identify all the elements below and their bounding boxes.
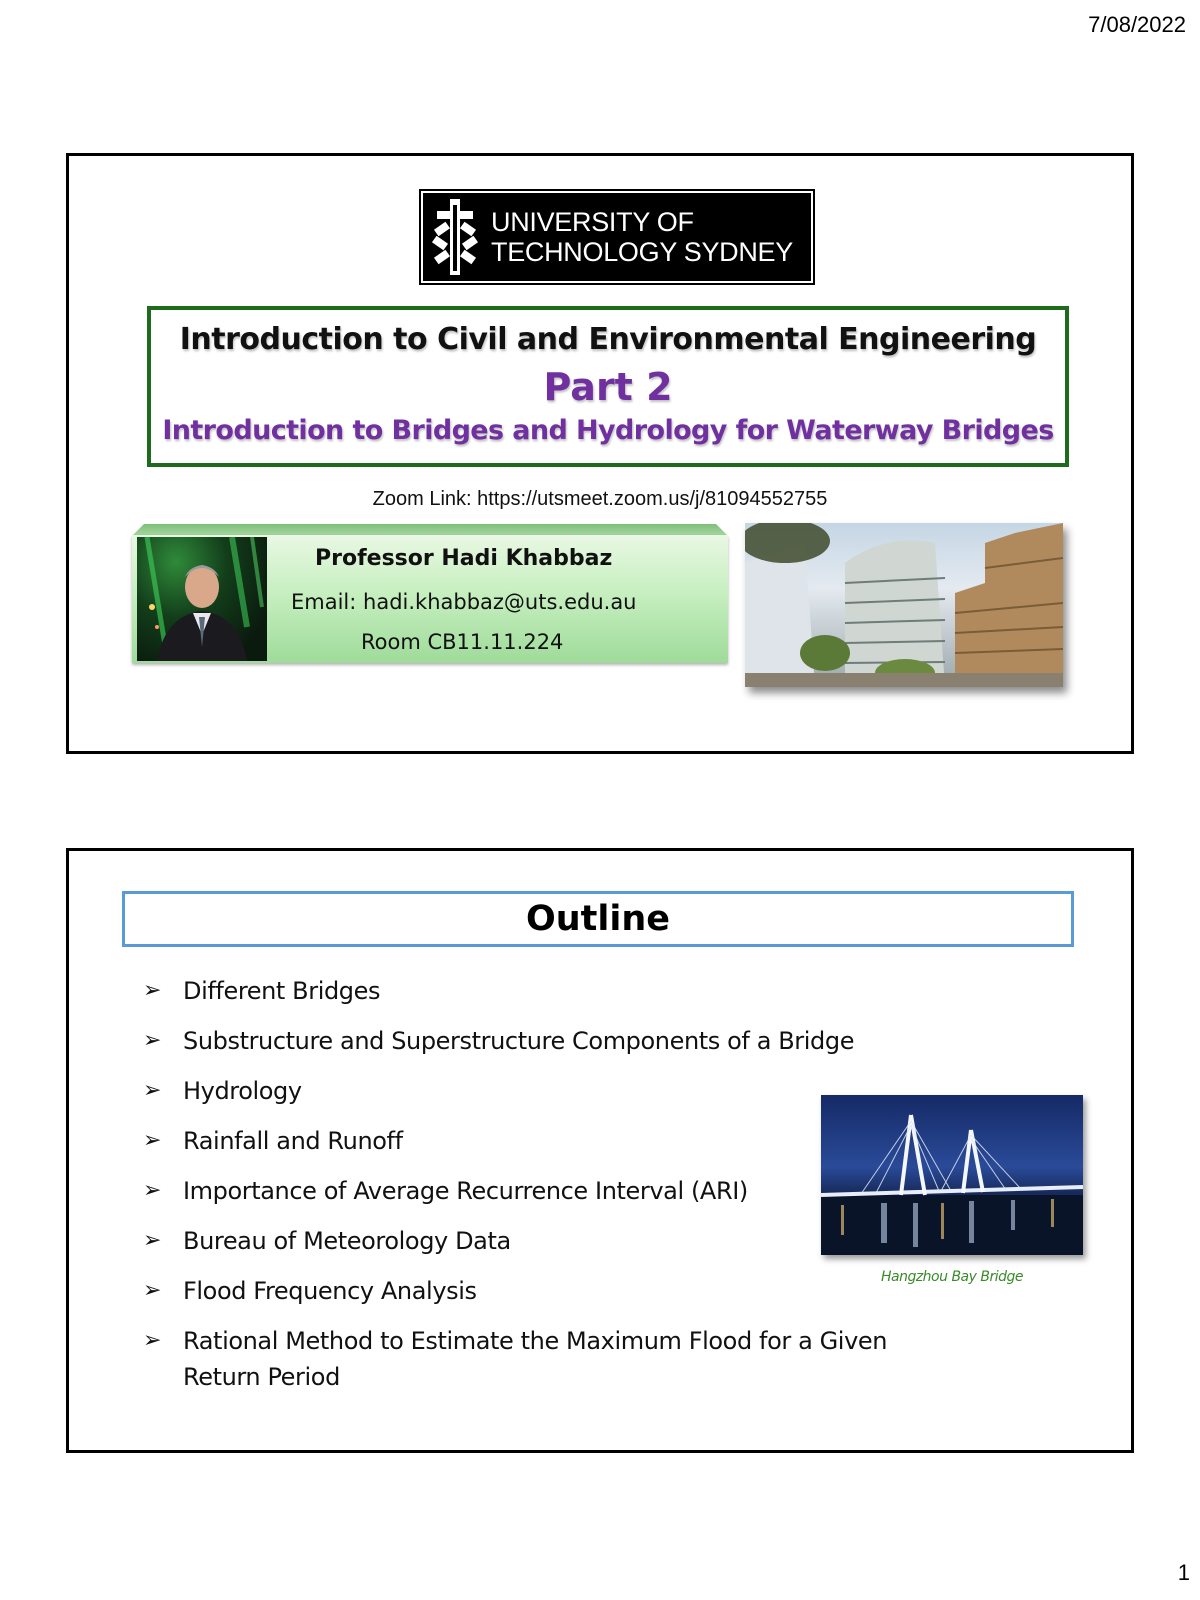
uts-logo [421, 191, 813, 283]
outline-item [143, 1123, 903, 1159]
arrow-bullet-icon: ➢ [143, 1328, 162, 1353]
outline-item-text: Substructure and Superstructure Components of a Bridge [183, 1027, 855, 1055]
outline-slide [66, 848, 1134, 1453]
outline-item-text: Hydrology [183, 1077, 302, 1105]
arrow-bullet-icon: ➢ [143, 1028, 162, 1053]
arrow-bullet-icon: ➢ [143, 1278, 162, 1303]
outline-list [143, 973, 903, 1409]
outline-item [143, 1073, 903, 1109]
outline-item [143, 973, 903, 1009]
title-slide [66, 153, 1134, 754]
outline-item [143, 1173, 903, 1209]
outline-item [143, 1223, 903, 1259]
uts-crest-icon [429, 197, 481, 277]
logo-line-1: UNIVERSITY OF [491, 207, 694, 237]
part-title: Part 2 [543, 365, 673, 409]
logo-line-2: TECHNOLOGY SYDNEY [491, 237, 793, 267]
course-title: Introduction to Civil and Environmental Engineering [179, 322, 1037, 357]
lecture-subtitle: Introduction to Bridges and Hydrology for Waterway Bridges [162, 415, 1054, 446]
title-box [147, 306, 1069, 467]
arrow-bullet-icon: ➢ [143, 1078, 162, 1103]
arrow-bullet-icon: ➢ [143, 1178, 162, 1203]
bridge-photo-caption: Hangzhou Bay Bridge [880, 1269, 1024, 1285]
page-date: 7/08/2022 [1088, 12, 1186, 37]
outline-heading: Outline [525, 899, 671, 939]
outline-item [143, 1023, 903, 1059]
arrow-bullet-icon: ➢ [143, 978, 162, 1003]
outline-item-text: Bureau of Meteorology Data [183, 1227, 511, 1255]
page-number: 1 [1177, 1560, 1190, 1585]
presenter-photo [137, 537, 267, 661]
arrow-bullet-icon: ➢ [143, 1228, 162, 1253]
bridge-photo [821, 1095, 1083, 1255]
outline-item-text: Flood Frequency Analysis [183, 1277, 477, 1305]
presenter-room: Room CB11.11.224 [361, 630, 564, 654]
arrow-bullet-icon: ➢ [143, 1128, 162, 1153]
outline-item [143, 1323, 903, 1395]
zoom-link[interactable]: Zoom Link: https://utsmeet.zoom.us/j/81094552755 [372, 488, 828, 510]
outline-item [143, 1273, 903, 1309]
presenter-email[interactable]: Email: hadi.khabbaz@uts.edu.au [291, 590, 637, 614]
outline-item-text: Different Bridges [183, 977, 381, 1005]
presenter-name: Professor Hadi Khabbaz [315, 546, 613, 571]
uts-building-photo [745, 523, 1063, 687]
outline-item-text: Importance of Average Recurrence Interval (ARI) [183, 1177, 748, 1205]
outline-item-text: Rational Method to Estimate the Maximum Flood for a Given Return Period [183, 1327, 888, 1391]
outline-item-text: Rainfall and Runoff [183, 1127, 403, 1155]
outline-heading-box [122, 891, 1074, 947]
